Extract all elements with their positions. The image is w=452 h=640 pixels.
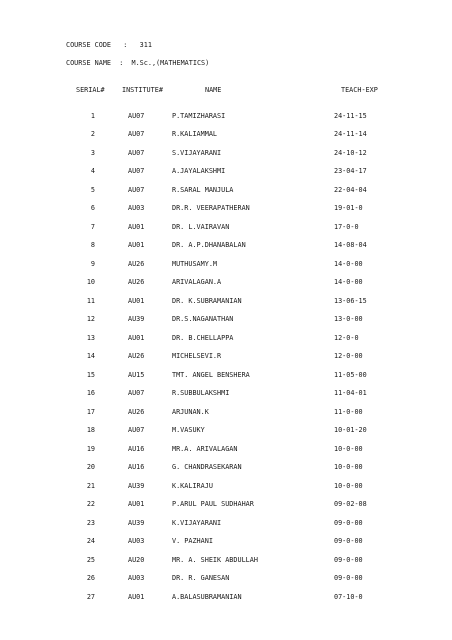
table-row <box>0 519 452 538</box>
serial-cell: 1 <box>90 111 95 120</box>
institute-cell: AU03 <box>128 204 145 212</box>
serial-cell: 21 <box>86 481 95 490</box>
institute-cell: AU16 <box>128 444 145 453</box>
table-row <box>0 408 452 427</box>
course-name-value: M.Sc.,(MATHEMATICS) <box>131 59 210 67</box>
table-row <box>0 260 452 279</box>
institute-cell: AU07 <box>128 426 145 434</box>
name-cell: MUTHUSAMY.M <box>172 259 218 268</box>
name-cell: DR. K.SUBRAMANIAN <box>172 296 242 305</box>
serial-cell: 15 <box>86 370 95 379</box>
table-row <box>0 463 452 482</box>
name-cell: R.SARAL MANJULA <box>172 185 234 194</box>
serial-cell: 22 <box>86 500 95 508</box>
serial-cell: 26 <box>86 574 95 582</box>
institute-cell: AU26 <box>128 352 145 360</box>
teach-exp-cell: 09-0-00 <box>334 555 363 564</box>
name-cell: ARIVALAGAN.A <box>172 278 222 286</box>
table-row <box>0 149 452 168</box>
table-row <box>0 426 452 445</box>
name-cell: TMT. ANGEL BENSHERA <box>172 370 250 379</box>
teach-exp-cell: 09-0-00 <box>334 537 363 545</box>
column-header-institute: INSTITUTE# <box>122 86 163 94</box>
table-row <box>0 241 452 260</box>
teach-exp-cell: 22-04-04 <box>334 185 367 194</box>
serial-cell: 16 <box>86 389 95 397</box>
serial-cell: 18 <box>86 426 95 434</box>
teach-exp-cell: 14-0-00 <box>334 259 363 268</box>
course-code-value: 311 <box>139 41 152 49</box>
column-header-teach-exp: TEACH-EXP <box>341 86 378 94</box>
serial-cell: 19 <box>86 444 95 453</box>
teach-exp-cell: 10-0-00 <box>334 463 363 471</box>
institute-cell: AU39 <box>128 481 145 490</box>
name-cell: ARJUNAN.K <box>172 407 209 416</box>
serial-cell: 23 <box>86 518 95 527</box>
faculty-table-body <box>0 112 452 612</box>
serial-cell: 20 <box>86 463 95 471</box>
institute-cell: AU01 <box>128 296 145 305</box>
serial-cell: 8 <box>90 241 95 249</box>
table-row <box>0 186 452 205</box>
course-name-label: COURSE NAME <box>66 59 112 67</box>
institute-cell: AU07 <box>128 185 145 194</box>
institute-cell: AU15 <box>128 370 145 379</box>
teach-exp-cell: 11-0-00 <box>334 407 363 416</box>
teach-exp-cell: 11-04-01 <box>334 389 367 397</box>
serial-cell: 25 <box>86 555 95 564</box>
name-cell: P.TAMIZHARASI <box>172 111 226 120</box>
table-row <box>0 130 452 149</box>
serial-cell: 10 <box>86 278 95 286</box>
serial-cell: 14 <box>86 352 95 360</box>
teach-exp-cell: 24-11-15 <box>334 111 367 120</box>
name-cell: DR.R. VEERAPATHERAN <box>172 204 250 212</box>
teach-exp-cell: 09-02-08 <box>334 500 367 508</box>
name-cell: DR. L.VAIRAVAN <box>172 222 230 231</box>
name-cell: A.JAYALAKSHMI <box>172 167 226 175</box>
name-cell: V. PAZHANI <box>172 537 213 545</box>
institute-cell: AU01 <box>128 241 145 249</box>
table-row <box>0 315 452 334</box>
name-cell: P.ARUL PAUL SUDHAHAR <box>172 500 254 508</box>
name-cell: K.KALIRAJU <box>172 481 213 490</box>
table-row <box>0 352 452 371</box>
institute-cell: AU03 <box>128 537 145 545</box>
institute-cell: AU07 <box>128 130 145 138</box>
serial-cell: 12 <box>86 315 95 323</box>
table-row <box>0 593 452 612</box>
teach-exp-cell: 17-0-0 <box>334 222 359 231</box>
name-cell: DR. A.P.DHANABALAN <box>172 241 246 249</box>
course-code-line <box>66 41 152 50</box>
table-row <box>0 482 452 501</box>
teach-exp-cell: 14-08-04 <box>334 241 367 249</box>
teach-exp-cell: 12-0-0 <box>334 333 359 342</box>
column-header-name: NAME <box>205 86 222 94</box>
teach-exp-cell: 10-01-20 <box>334 426 367 434</box>
serial-cell: 17 <box>86 407 95 416</box>
table-row <box>0 500 452 519</box>
institute-cell: AU39 <box>128 518 145 527</box>
institute-cell: AU39 <box>128 315 145 323</box>
course-name-separator: : <box>119 59 124 67</box>
course-name-line <box>66 59 209 68</box>
teach-exp-cell: 23-04-17 <box>334 167 367 175</box>
teach-exp-cell: 09-0-00 <box>334 574 363 582</box>
name-cell: DR. B.CHELLAPPA <box>172 333 234 342</box>
institute-cell: AU07 <box>128 111 145 120</box>
teach-exp-cell: 10-0-00 <box>334 481 363 490</box>
table-row <box>0 537 452 556</box>
name-cell: G. CHANDRASEKARAN <box>172 463 242 471</box>
institute-cell: AU01 <box>128 222 145 231</box>
name-cell: MICHELSEVI.R <box>172 352 222 360</box>
institute-cell: AU01 <box>128 592 145 601</box>
course-code-separator: : <box>123 41 128 49</box>
serial-cell: 24 <box>86 537 95 545</box>
table-row <box>0 112 452 131</box>
table-row <box>0 574 452 593</box>
table-row <box>0 445 452 464</box>
teach-exp-cell: 14-0-00 <box>334 278 363 286</box>
serial-cell: 7 <box>90 222 95 231</box>
name-cell: R.SUBBULAKSHMI <box>172 389 230 397</box>
serial-cell: 11 <box>86 296 95 305</box>
name-cell: S.VIJAYARANI <box>172 148 222 157</box>
table-row <box>0 389 452 408</box>
course-code-label: COURSE CODE <box>66 41 112 49</box>
name-cell: MR.A. ARIVALAGAN <box>172 444 238 453</box>
teach-exp-cell: 11-05-00 <box>334 370 367 379</box>
name-cell: DR.S.NAGANATHAN <box>172 315 234 323</box>
teach-exp-cell: 12-0-00 <box>334 352 363 360</box>
name-cell: DR. R. GANESAN <box>172 574 230 582</box>
teach-exp-cell: 09-0-00 <box>334 518 363 527</box>
table-row <box>0 334 452 353</box>
serial-cell: 3 <box>90 148 95 157</box>
teach-exp-cell: 10-0-00 <box>334 444 363 453</box>
institute-cell: AU03 <box>128 574 145 582</box>
name-cell: R.KALIAMMAL <box>172 130 218 138</box>
name-cell: MR. A. SHEIK ABDULLAH <box>172 555 258 564</box>
serial-cell: 9 <box>90 259 95 268</box>
institute-cell: AU07 <box>128 148 145 157</box>
institute-cell: AU26 <box>128 259 145 268</box>
institute-cell: AU07 <box>128 389 145 397</box>
table-row <box>0 371 452 390</box>
table-row <box>0 167 452 186</box>
institute-cell: AU01 <box>128 500 145 508</box>
teach-exp-cell: 13-06-15 <box>334 296 367 305</box>
name-cell: M.VASUKY <box>172 426 205 434</box>
teach-exp-cell: 24-10-12 <box>334 148 367 157</box>
serial-cell: 6 <box>90 204 95 212</box>
serial-cell: 27 <box>86 592 95 601</box>
institute-cell: AU07 <box>128 167 145 175</box>
teach-exp-cell: 19-01-0 <box>334 204 363 212</box>
table-row <box>0 297 452 316</box>
teach-exp-cell: 13-0-00 <box>334 315 363 323</box>
column-header-serial: SERIAL# <box>76 86 105 94</box>
institute-cell: AU26 <box>128 407 145 416</box>
institute-cell: AU20 <box>128 555 145 564</box>
teach-exp-cell: 07-10-0 <box>334 592 363 601</box>
institute-cell: AU26 <box>128 278 145 286</box>
table-row <box>0 204 452 223</box>
name-cell: A.BALASUBRAMANIAN <box>172 592 242 601</box>
table-row <box>0 556 452 575</box>
serial-cell: 2 <box>90 130 95 138</box>
institute-cell: AU16 <box>128 463 145 471</box>
teach-exp-cell: 24-11-14 <box>334 130 367 138</box>
name-cell: K.VIJAYARANI <box>172 518 222 527</box>
table-row <box>0 278 452 297</box>
institute-cell: AU01 <box>128 333 145 342</box>
serial-cell: 5 <box>90 185 95 194</box>
table-row <box>0 223 452 242</box>
serial-cell: 4 <box>90 167 95 175</box>
serial-cell: 13 <box>86 333 95 342</box>
